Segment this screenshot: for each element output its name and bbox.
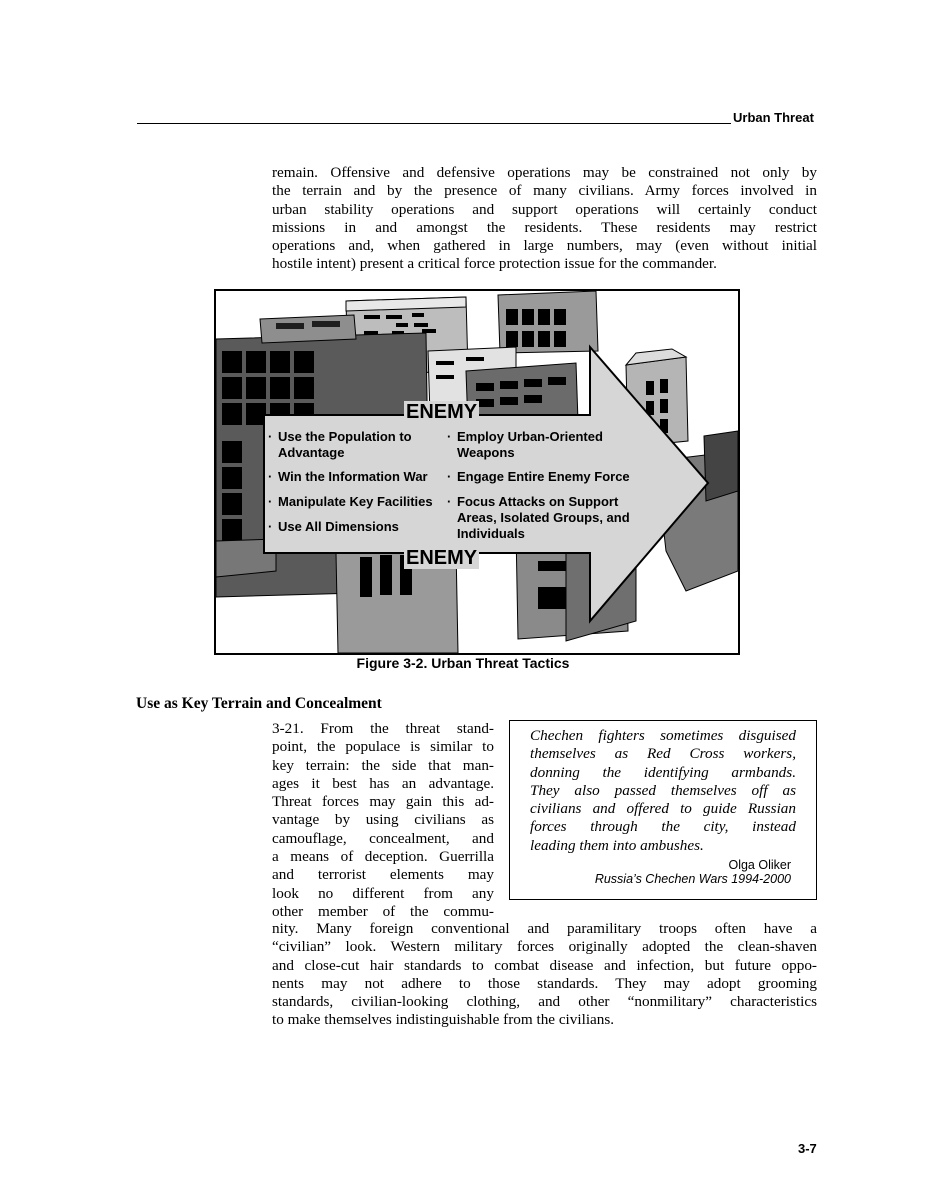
quote-line: leading them into ambushes. bbox=[530, 836, 704, 854]
running-header: Urban Threat bbox=[733, 110, 814, 125]
text-line: urban stability operations and support operations will certainly conduct bbox=[272, 200, 817, 218]
text-line: nity. Many foreign conventional and paramilitary troops often have a bbox=[272, 920, 817, 937]
text-line: Threat forces may gain this ad- bbox=[272, 793, 494, 811]
quote-author: Olga Oliker bbox=[728, 858, 791, 873]
text-line: and close-cut hair standards to combat disease and infection, but future oppo- bbox=[272, 956, 817, 974]
tactic-bullet: · Employ Urban-Oriented Weapons bbox=[447, 429, 603, 460]
quote-line: Chechen fighters sometimes disguised bbox=[530, 727, 796, 744]
quote-line: forces through the city, instead bbox=[530, 818, 796, 836]
text-line: a means of deception. Guerrilla bbox=[272, 848, 494, 866]
text-line: operations and, when gathered in large numbers, may (even without initial bbox=[272, 237, 817, 255]
quote-line: They also passed themselves off as bbox=[530, 781, 796, 799]
text-line: vantage by using civilians as bbox=[272, 811, 494, 829]
text-line: camouflage, concealment, and bbox=[272, 829, 494, 847]
intro-paragraph bbox=[272, 164, 817, 274]
enemy-label-top: ENEMY bbox=[406, 401, 478, 423]
text-line: “civilian” look. Western military forces originally adopted the clean-shaven bbox=[272, 938, 817, 956]
enemy-label-bottom: ENEMY bbox=[406, 547, 478, 569]
text-line: to make themselves indistinguishable from the civilians. bbox=[272, 1011, 615, 1029]
figure-caption: Figure 3-2. Urban Threat Tactics bbox=[356, 655, 570, 671]
tactic-bullet: · Focus Attacks on Support Areas, Isolated Groups, and Individuals bbox=[447, 494, 630, 541]
tactic-bullet: · Manipulate Key Facilities bbox=[268, 494, 433, 509]
wide-paragraph bbox=[272, 920, 817, 1030]
page-number: 3-7 bbox=[798, 1141, 817, 1156]
quote-line: themselves as Red Cross workers, bbox=[530, 745, 796, 763]
header-rule bbox=[137, 123, 731, 124]
text-line: key terrain: the side that man- bbox=[272, 756, 494, 774]
text-line: the terrain and by the presence of many civilians. Army forces involved in bbox=[272, 182, 817, 200]
tactic-bullet: · Win the Information War bbox=[268, 469, 428, 484]
quote-line: donning the identifying armbands. bbox=[530, 763, 796, 781]
text-line: standards, civilian-looking clothing, and other “nonmilitary” characteristics bbox=[272, 993, 817, 1011]
quote-source: Russia’s Chechen Wars 1994-2000 bbox=[594, 872, 791, 887]
quote-line: civilians and offered to guide Russian bbox=[530, 800, 796, 818]
text-line: other member of the commu- bbox=[272, 902, 494, 920]
tactic-bullet: · Use All Dimensions bbox=[268, 519, 399, 534]
text-line: point, the populace is similar to bbox=[272, 738, 494, 756]
tactic-bullet: · Engage Entire Enemy Force bbox=[447, 469, 630, 484]
narrow-paragraph bbox=[272, 720, 494, 921]
text-line: look no different from any bbox=[272, 884, 494, 902]
text-line: hostile intent) present a critical force protection issue for the commander. bbox=[272, 255, 717, 273]
text-line: missions in and amongst the residents. These residents may restrict bbox=[272, 218, 817, 236]
tactic-bullet: · Use the Population to Advantage bbox=[268, 429, 412, 460]
urban-threat-figure bbox=[214, 289, 740, 655]
sidebar-quote bbox=[509, 720, 817, 900]
text-line: 3-21. From the threat stand- bbox=[272, 720, 494, 737]
text-line: nents may not adhere to those standards. They may adopt grooming bbox=[272, 974, 817, 992]
section-heading: Use as Key Terrain and Concealment bbox=[136, 695, 382, 712]
text-line: ages it best has an advantage. bbox=[272, 774, 494, 792]
text-line: remain. Offensive and defensive operations may be constrained not only by bbox=[272, 164, 817, 181]
text-line: and terrorist elements may bbox=[272, 866, 494, 884]
quote-text bbox=[530, 727, 796, 855]
